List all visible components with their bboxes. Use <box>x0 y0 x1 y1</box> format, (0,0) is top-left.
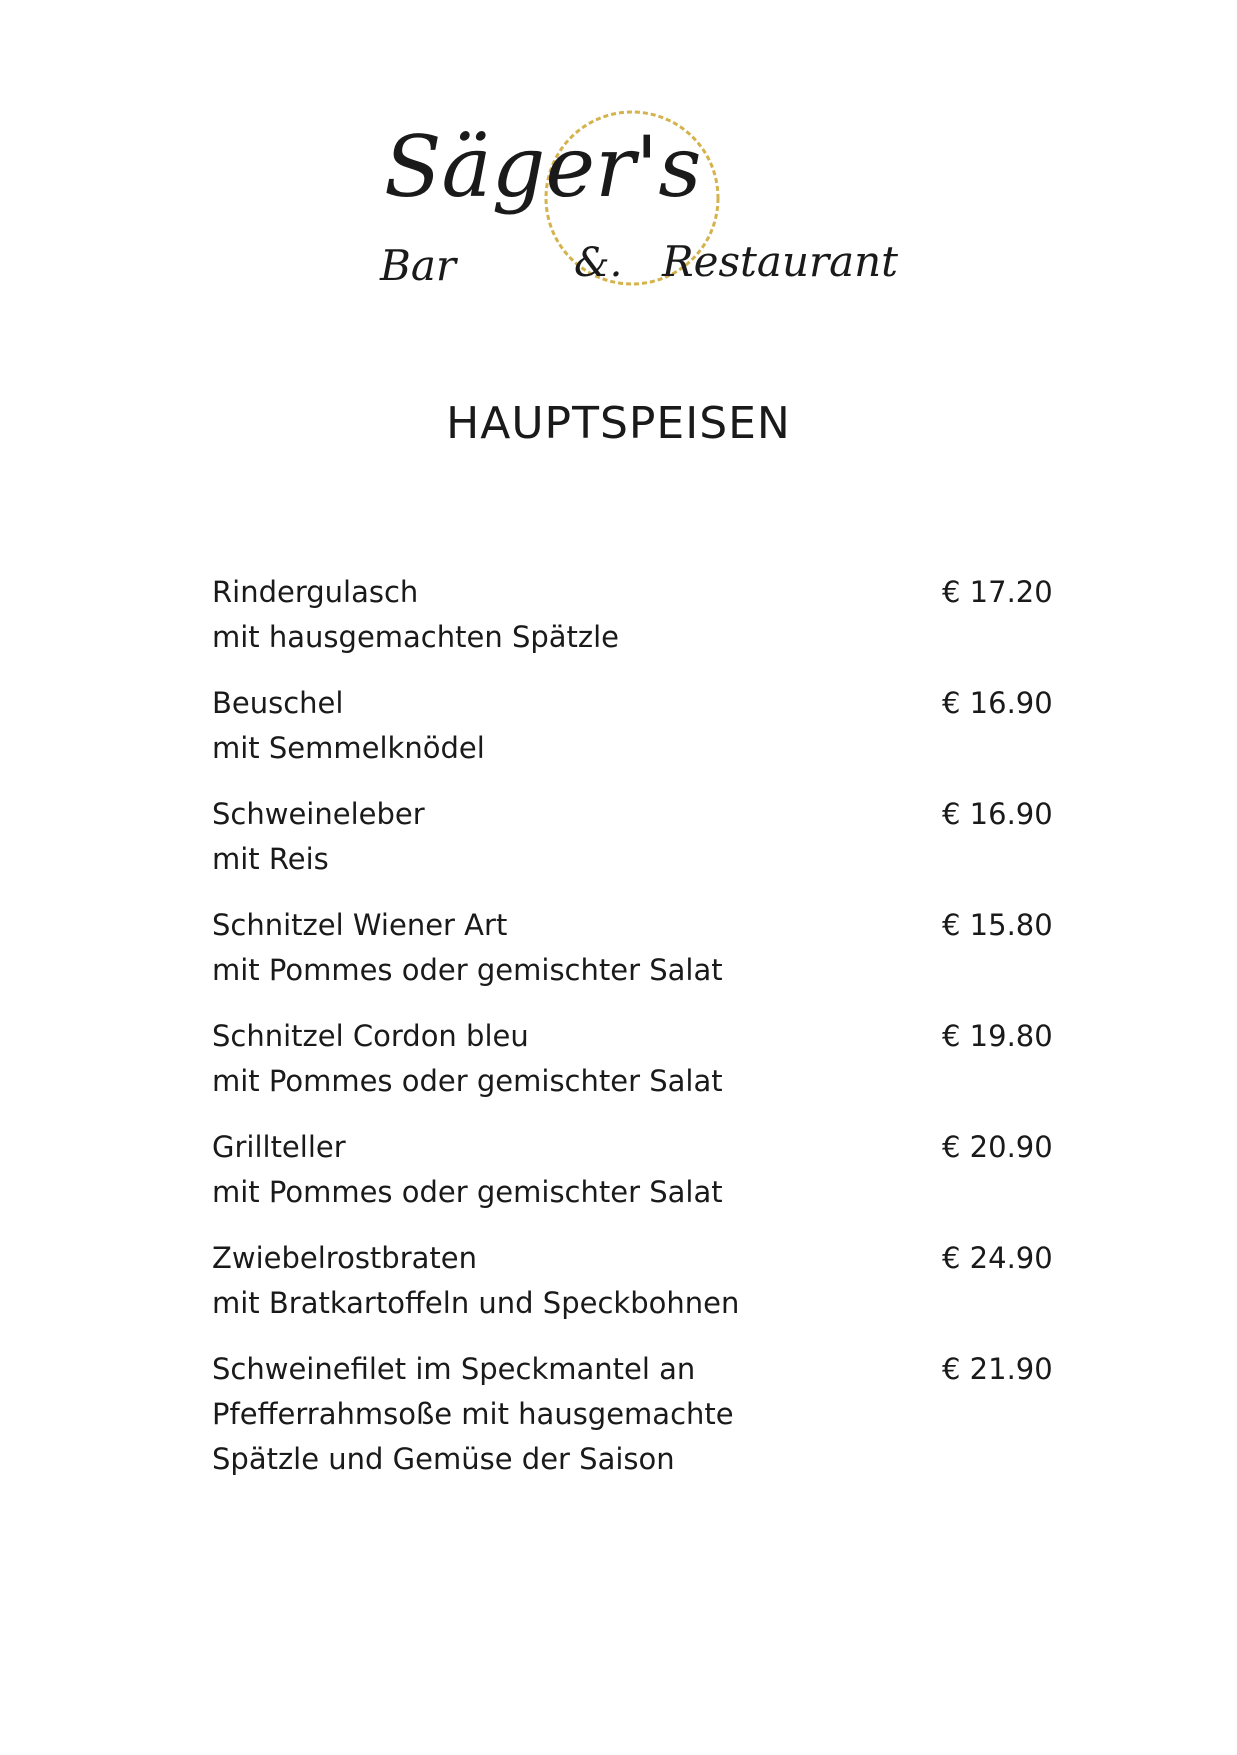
logo-graphic <box>370 100 910 310</box>
menu-item <box>212 681 1052 771</box>
page-title: HAUPTSPEISEN <box>446 398 791 449</box>
dish-name: Beuschel <box>212 686 344 720</box>
dish-description: mit Pommes oder gemischter Salat <box>212 953 723 987</box>
menu-list <box>212 570 1052 1503</box>
dish-price: € 20.90 <box>942 1130 1053 1164</box>
restaurant-logo <box>370 100 910 310</box>
menu-item <box>212 1347 1052 1482</box>
menu-item <box>212 903 1052 993</box>
dish-name: Schnitzel Cordon bleu <box>212 1019 529 1053</box>
logo-subtitle-ampersand: &. <box>574 240 623 286</box>
menu-item <box>212 1014 1052 1104</box>
dish-description: mit Pommes oder gemischter Salat <box>212 1064 723 1098</box>
dish-description: mit Bratkartoffeln und Speckbohnen <box>212 1286 740 1320</box>
dish-price: € 21.90 <box>942 1352 1053 1386</box>
dish-description: mit Semmelknödel <box>212 731 485 765</box>
dish-name: Rindergulasch <box>212 575 419 609</box>
dish-name: Schweinefilet im Speckmantel an <box>212 1352 696 1386</box>
dish-name: Grillteller <box>212 1130 346 1164</box>
dish-price: € 16.90 <box>942 797 1053 831</box>
dish-name: Zwiebelrostbraten <box>212 1241 477 1275</box>
dish-description: mit Reis <box>212 842 329 876</box>
menu-item <box>212 1236 1052 1326</box>
dish-price: € 16.90 <box>942 686 1053 720</box>
logo-subtitle-bar: Bar <box>380 241 456 290</box>
dish-description: Pfefferrahmsoße mit hausgemachte <box>212 1397 734 1431</box>
dish-price: € 15.80 <box>942 908 1053 942</box>
dish-price: € 24.90 <box>942 1241 1053 1275</box>
dish-description: mit hausgemachten Spätzle <box>212 620 620 654</box>
menu-item <box>212 570 1052 660</box>
dish-name: Schweineleber <box>212 797 425 831</box>
dish-description-continued: Spätzle und Gemüse der Saison <box>212 1442 675 1476</box>
logo-brand-name: Säger's <box>384 118 702 216</box>
menu-item <box>212 792 1052 882</box>
dish-description: mit Pommes oder gemischter Salat <box>212 1175 723 1209</box>
menu-item <box>212 1125 1052 1215</box>
dish-price: € 19.80 <box>942 1019 1053 1053</box>
dish-price: € 17.20 <box>942 575 1053 609</box>
logo-subtitle-restaurant: Restaurant <box>662 237 899 286</box>
dish-name: Schnitzel Wiener Art <box>212 908 508 942</box>
